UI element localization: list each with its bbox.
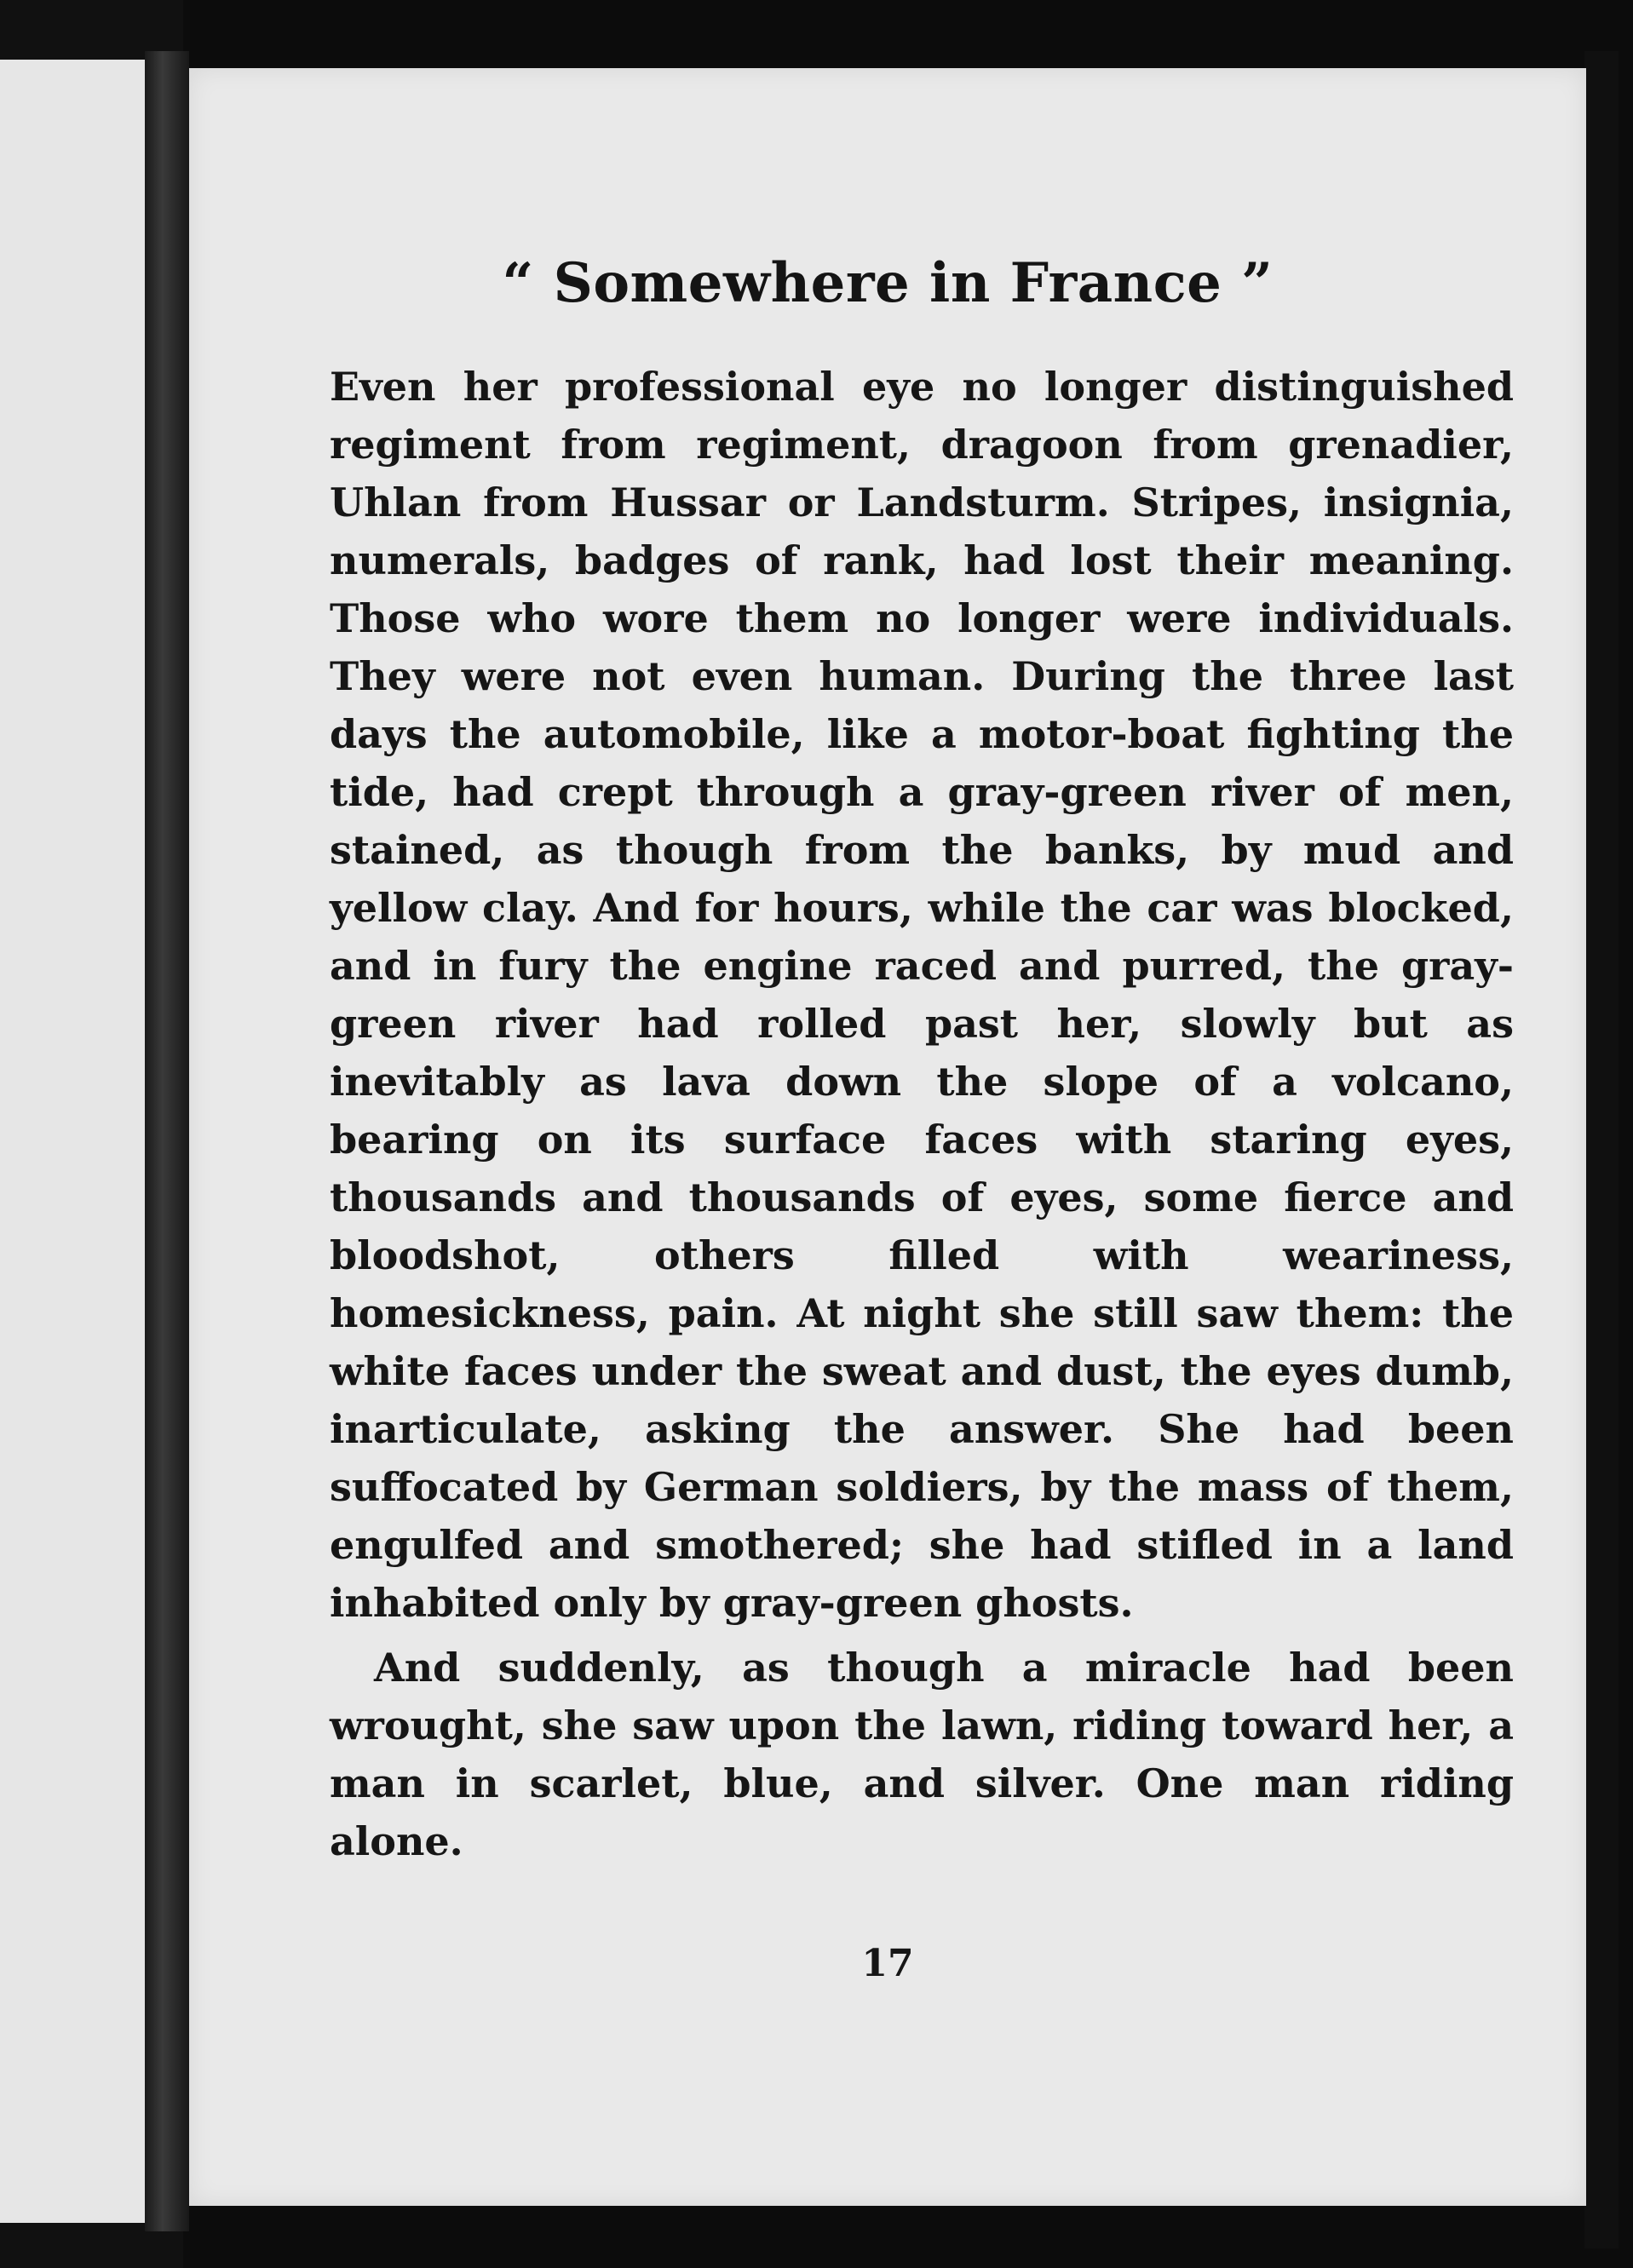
page-body bbox=[330, 358, 1514, 1870]
page-number: 17 bbox=[861, 1942, 914, 1985]
paragraph-1: Even her professional eye no longer distinguished regiment from regiment, dragoon from grenadier, Uhlan from Hussar or Landsturm. Stripes, insignia, numerals, badges of rank, had lost their meaning. Those who wore them no longer were individuals. They were not even human. During the three last days the automobile, like a motor-boat fighting the tide, had crept through a gray-green river of men, stained, as though from the banks, by mud and yellow clay. And for hours, while the car was blocked, and in fury the engine raced and purred, the gray-green river had rolled past her, slowly but as inevitably as lava down the slope of a volcano, bearing on its surface faces with staring eyes, thousands and thousands of eyes, some fierce and bloodshot, others filled with weariness, homesickness, pain. At night she still saw them: the white faces under the sweat and dust, the eyes dumb, inarticulate, asking the answer. She had been suffocated by German soldiers, by the mass of them, engulfed and smothered; she had stifled in a land inhabited only by gray-green ghosts. bbox=[330, 364, 1514, 1626]
left-page-edge bbox=[0, 60, 145, 2223]
right-book-edge bbox=[1584, 51, 1619, 2248]
paragraph-2: And suddenly, as though a miracle had been wrought, she saw upon the lawn, riding toward her, a man in scarlet, blue, and silver. One man riding alone. bbox=[330, 1645, 1514, 1864]
book-page bbox=[189, 68, 1586, 2206]
running-head: “ Somewhere in France ” bbox=[502, 251, 1274, 315]
gutter-shadow bbox=[145, 51, 189, 2231]
